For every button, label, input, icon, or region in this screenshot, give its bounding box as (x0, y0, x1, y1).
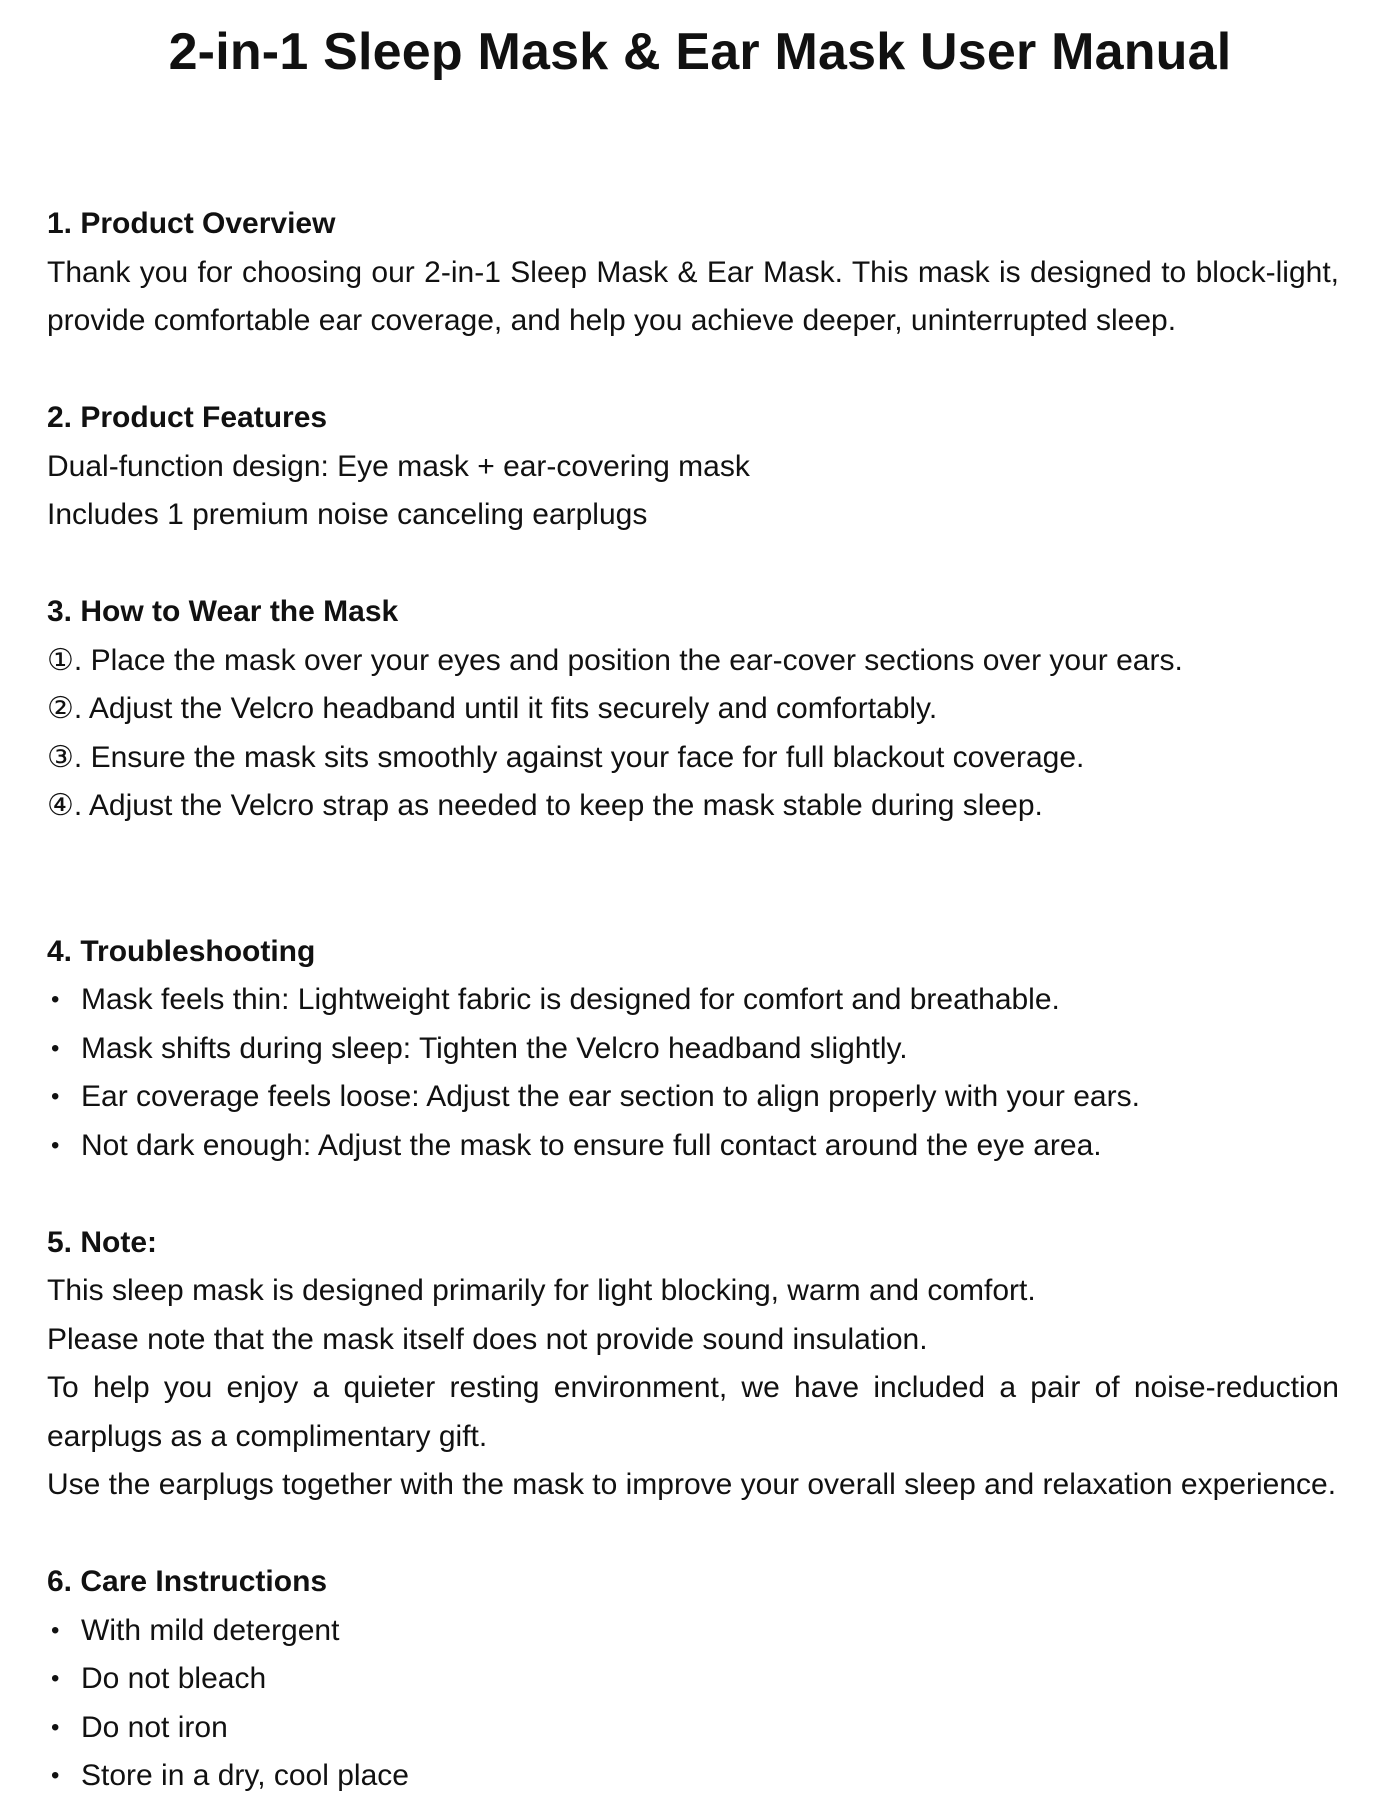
page-title: 2-in-1 Sleep Mask & Ear Mask User Manual (168, 23, 1232, 81)
list-item (47, 1073, 1339, 1122)
step-text: . Adjust the Velcro strap as needed to keep the mask stable during sleep. (73, 789, 1043, 822)
section-heading: 5. Note: (47, 1225, 158, 1259)
step-number-circle: ③ (47, 740, 74, 774)
list-item (47, 976, 1339, 1025)
step-text: . Adjust the Velcro headband until it fits securely and comfortably. (73, 692, 938, 725)
bullet-icon: • (51, 1034, 60, 1062)
step-number-circle: ① (47, 643, 74, 677)
manual-content (47, 200, 1339, 1801)
list-item-text: Mask shifts during sleep: Tighten the Velcro headband slightly. (81, 1031, 908, 1065)
feature-line: Includes 1 premium noise canceling earplugs (47, 498, 648, 531)
section-heading: 2. Product Features (47, 401, 328, 434)
list-item (47, 1025, 1339, 1074)
spacer (47, 346, 1339, 395)
list-item-text: Not dark enough: Adjust the mask to ensure full contact around the eye area. (81, 1128, 1102, 1162)
bullet-icon: • (51, 1713, 60, 1741)
list-item (47, 1607, 1339, 1656)
section-care-instructions (47, 1558, 1339, 1801)
troubleshooting-list (47, 976, 1339, 1170)
wear-step (47, 782, 1339, 831)
list-item-text: Do not bleach (81, 1662, 267, 1695)
bullet-icon: • (51, 1083, 60, 1110)
list-item-text: With mild detergent (81, 1613, 340, 1647)
section-product-overview (47, 200, 1339, 346)
step-number-circle: ④ (47, 789, 74, 822)
section-heading: 4. Troubleshooting (47, 934, 316, 968)
note-line: Please note that the mask itself does not provide sound insulation. (47, 1322, 928, 1356)
note-line: Use the earplugs together with the mask to improve your overall sleep and relaxation experience. (47, 1468, 1337, 1501)
wear-step (47, 734, 1339, 783)
list-item (47, 1655, 1339, 1704)
section-heading: 6. Care Instructions (47, 1565, 328, 1598)
spacer (47, 831, 1339, 928)
bullet-icon: • (51, 1131, 60, 1159)
step-text: . Ensure the mask sits smoothly against your face for full blackout coverage. (73, 740, 1085, 774)
section-note (47, 1219, 1339, 1510)
step-number-circle: ② (47, 692, 74, 725)
spacer (47, 540, 1339, 589)
list-item (47, 1122, 1339, 1171)
bullet-icon: • (51, 1665, 60, 1692)
bullet-icon: • (51, 1616, 60, 1644)
wear-step (47, 637, 1339, 686)
spacer (47, 1510, 1339, 1559)
section-troubleshooting (47, 928, 1339, 1171)
bullet-icon: • (51, 1762, 60, 1789)
step-text: . Place the mask over your eyes and position the ear-cover sections over your ears. (73, 643, 1183, 677)
care-list (47, 1607, 1339, 1801)
spacer (47, 1170, 1339, 1219)
list-item-text: Mask feels thin: Lightweight fabric is designed for comfort and breathable. (81, 983, 1060, 1016)
bullet-icon: • (51, 986, 60, 1013)
wear-step (47, 685, 1339, 734)
section-how-to-wear (47, 588, 1339, 831)
list-item (47, 1752, 1339, 1801)
overview-paragraph: Thank you for choosing our 2-in-1 Sleep Mask & Ear Mask. This mask is designed to block-light, provide comfortable ear coverage, and help you achieve deeper, uninterrupted sleep. (47, 255, 1339, 337)
section-product-features (47, 394, 1339, 540)
list-item-text: Do not iron (81, 1710, 228, 1744)
note-line: To help you enjoy a quieter resting environment, we have included a pair of noise-reduction earplugs as a complimentary gift. (47, 1371, 1339, 1453)
feature-line: Dual-function design: Eye mask + ear-covering mask (47, 449, 750, 483)
section-heading: 1. Product Overview (47, 207, 336, 240)
note-line: This sleep mask is designed primarily for light blocking, warm and comfort. (47, 1274, 1036, 1307)
list-item-text: Ear coverage feels loose: Adjust the ear section to align properly with your ears. (81, 1080, 1140, 1113)
list-item (47, 1704, 1339, 1753)
section-heading: 3. How to Wear the Mask (47, 595, 399, 628)
list-item-text: Store in a dry, cool place (81, 1759, 409, 1792)
